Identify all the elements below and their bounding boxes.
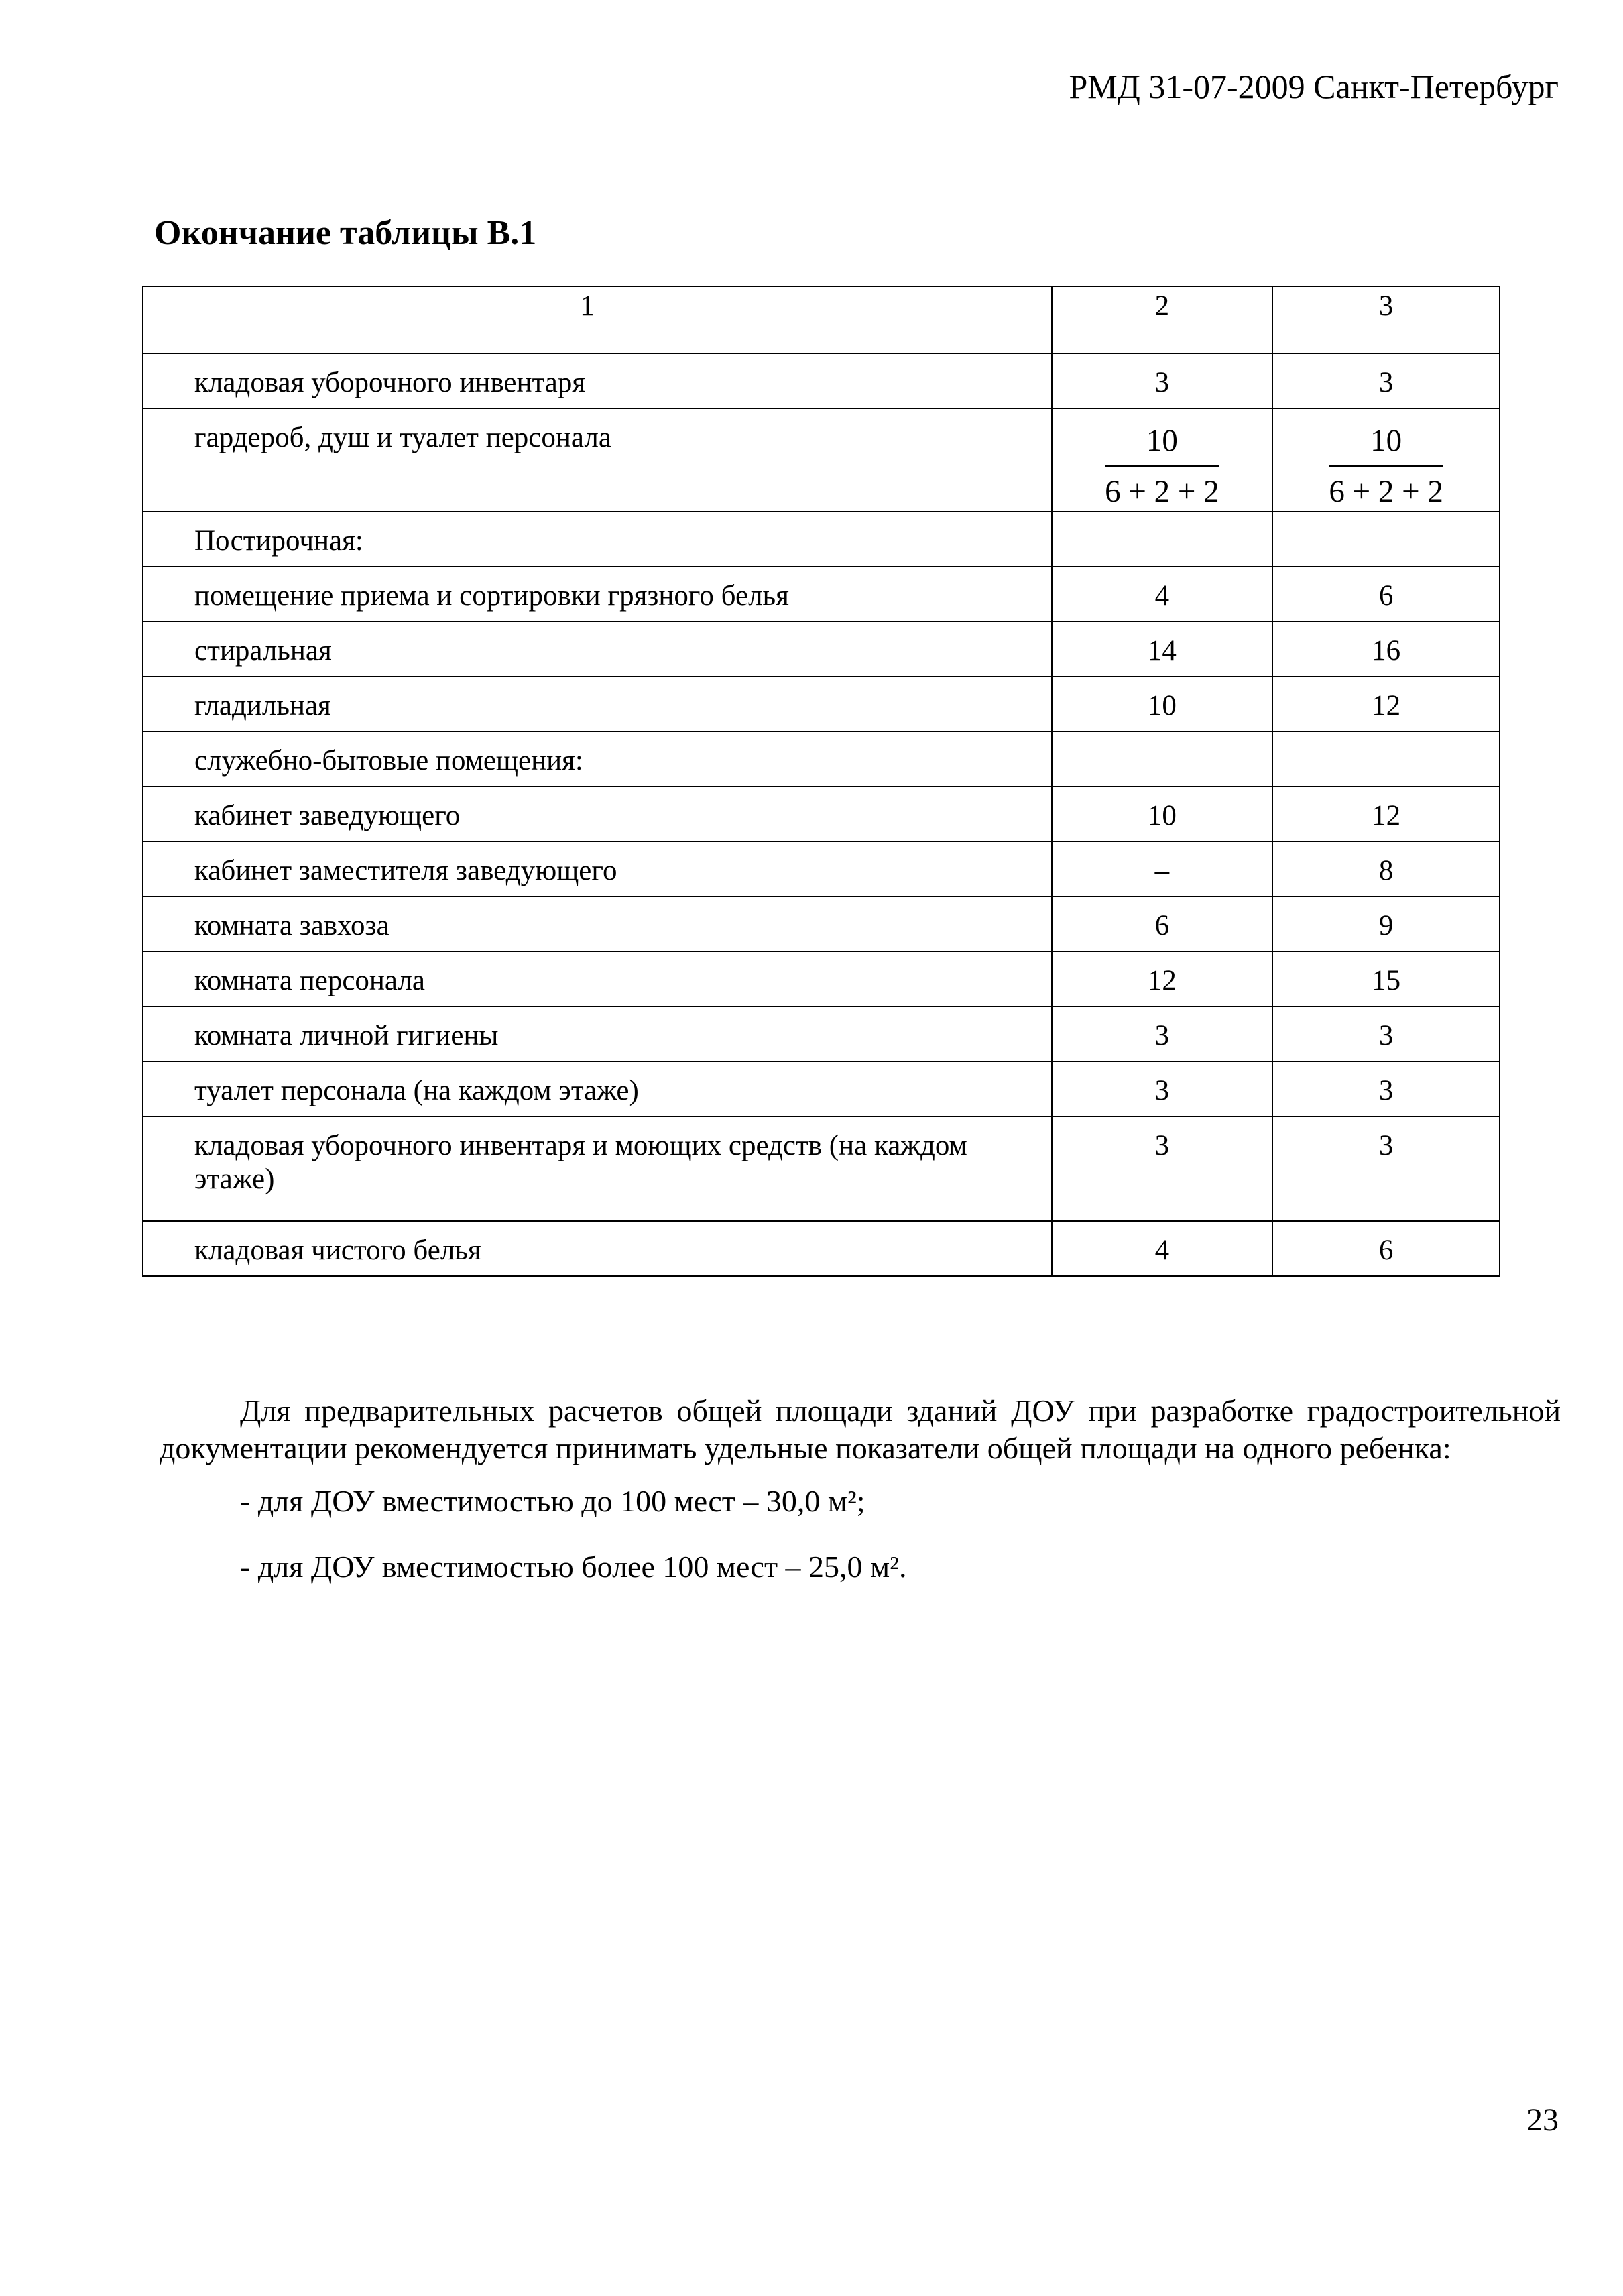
- row-label: кладовая уборочного инвентаря: [143, 353, 1052, 408]
- row-label: туалет персонала (на каждом этаже): [143, 1061, 1052, 1116]
- fraction-numerator: 10: [1329, 422, 1443, 467]
- row-label: кабинет заведующего: [143, 787, 1052, 842]
- table-row: [143, 567, 1500, 622]
- table-title: Окончание таблицы В.1: [154, 214, 537, 252]
- table-row: [143, 897, 1500, 952]
- row-value-col3: 8: [1272, 842, 1500, 897]
- row-value-col2: 10: [1052, 677, 1273, 732]
- table-row: [143, 842, 1500, 897]
- table-row: [143, 622, 1500, 677]
- row-value-col2: 14: [1052, 622, 1273, 677]
- row-label: кабинет заместителя заведующего: [143, 842, 1052, 897]
- row-value-col3: 3: [1272, 1116, 1500, 1221]
- list-item: - для ДОУ вместимостью более 100 мест – 25,0 м².: [240, 1550, 907, 1584]
- column-header-3: 3: [1272, 286, 1500, 353]
- data-table: [142, 286, 1500, 1277]
- row-value-col3: [1272, 732, 1500, 787]
- table-row: [143, 408, 1500, 512]
- row-value-col2: [1052, 732, 1273, 787]
- row-value-col2: –: [1052, 842, 1273, 897]
- row-value-col2: 3: [1052, 353, 1273, 408]
- body-paragraph: Для предварительных расчетов общей площади зданий ДОУ при разработке градостроительной документации рекомендуется принимать удельные показатели общей площади на одного ребенка:: [160, 1393, 1561, 1465]
- column-header-2: 2: [1052, 286, 1273, 353]
- row-value-col2: [1052, 512, 1273, 567]
- row-value-col2: 6: [1052, 897, 1273, 952]
- row-label: помещение приема и сортировки грязного белья: [143, 567, 1052, 622]
- row-label: комната личной гигиены: [143, 1007, 1052, 1061]
- table-row: [143, 1061, 1500, 1116]
- page-number: 23: [1526, 2102, 1559, 2138]
- row-value-col2: 3: [1052, 1007, 1273, 1061]
- column-header-1: 1: [143, 286, 1052, 353]
- table-row: [143, 512, 1500, 567]
- table-row: [143, 353, 1500, 408]
- row-value-col3: 3: [1272, 1007, 1500, 1061]
- table-row: [143, 952, 1500, 1007]
- row-fraction-col2: [1052, 408, 1273, 512]
- table-row: [143, 1116, 1500, 1221]
- row-value-col2: 4: [1052, 1221, 1273, 1276]
- fraction: [1329, 422, 1443, 510]
- table-row: [143, 1221, 1500, 1276]
- table-row: [143, 787, 1500, 842]
- row-label: гладильная: [143, 677, 1052, 732]
- row-label: служебно-бытовые помещения:: [143, 732, 1052, 787]
- table-row: [143, 677, 1500, 732]
- row-value-col3: [1272, 512, 1500, 567]
- row-value-col3: 12: [1272, 787, 1500, 842]
- row-fraction-col3: [1272, 408, 1500, 512]
- fraction: [1105, 422, 1219, 510]
- row-value-col3: 6: [1272, 567, 1500, 622]
- row-value-col2: 4: [1052, 567, 1273, 622]
- table-row: [143, 1007, 1500, 1061]
- row-value-col2: 10: [1052, 787, 1273, 842]
- row-value-col3: 15: [1272, 952, 1500, 1007]
- document-code: РМД 31-07-2009 Санкт-Петербург: [1069, 68, 1559, 105]
- row-value-col2: 12: [1052, 952, 1273, 1007]
- row-value-col2: 3: [1052, 1116, 1273, 1221]
- table-header-row: [143, 286, 1500, 353]
- row-label: кладовая чистого белья: [143, 1221, 1052, 1276]
- row-value-col3: 6: [1272, 1221, 1500, 1276]
- fraction-numerator: 10: [1105, 422, 1219, 467]
- fraction-denominator: 6 + 2 + 2: [1329, 474, 1443, 509]
- row-value-col3: 3: [1272, 1061, 1500, 1116]
- table-row: [143, 732, 1500, 787]
- row-value-col3: 12: [1272, 677, 1500, 732]
- row-value-col2: 3: [1052, 1061, 1273, 1116]
- fraction-denominator: 6 + 2 + 2: [1105, 474, 1219, 509]
- row-label: Постирочная:: [143, 512, 1052, 567]
- row-value-col3: 9: [1272, 897, 1500, 952]
- row-label: комната завхоза: [143, 897, 1052, 952]
- row-label: стиральная: [143, 622, 1052, 677]
- row-label: кладовая уборочного инвентаря и моющих средств (на каждом этаже): [143, 1116, 1052, 1221]
- row-label: комната персонала: [143, 952, 1052, 1007]
- list-item: - для ДОУ вместимостью до 100 мест – 30,0 м²;: [240, 1484, 865, 1518]
- row-value-col3: 3: [1272, 353, 1500, 408]
- row-value-col3: 16: [1272, 622, 1500, 677]
- row-label: гардероб, душ и туалет персонала: [143, 408, 1052, 512]
